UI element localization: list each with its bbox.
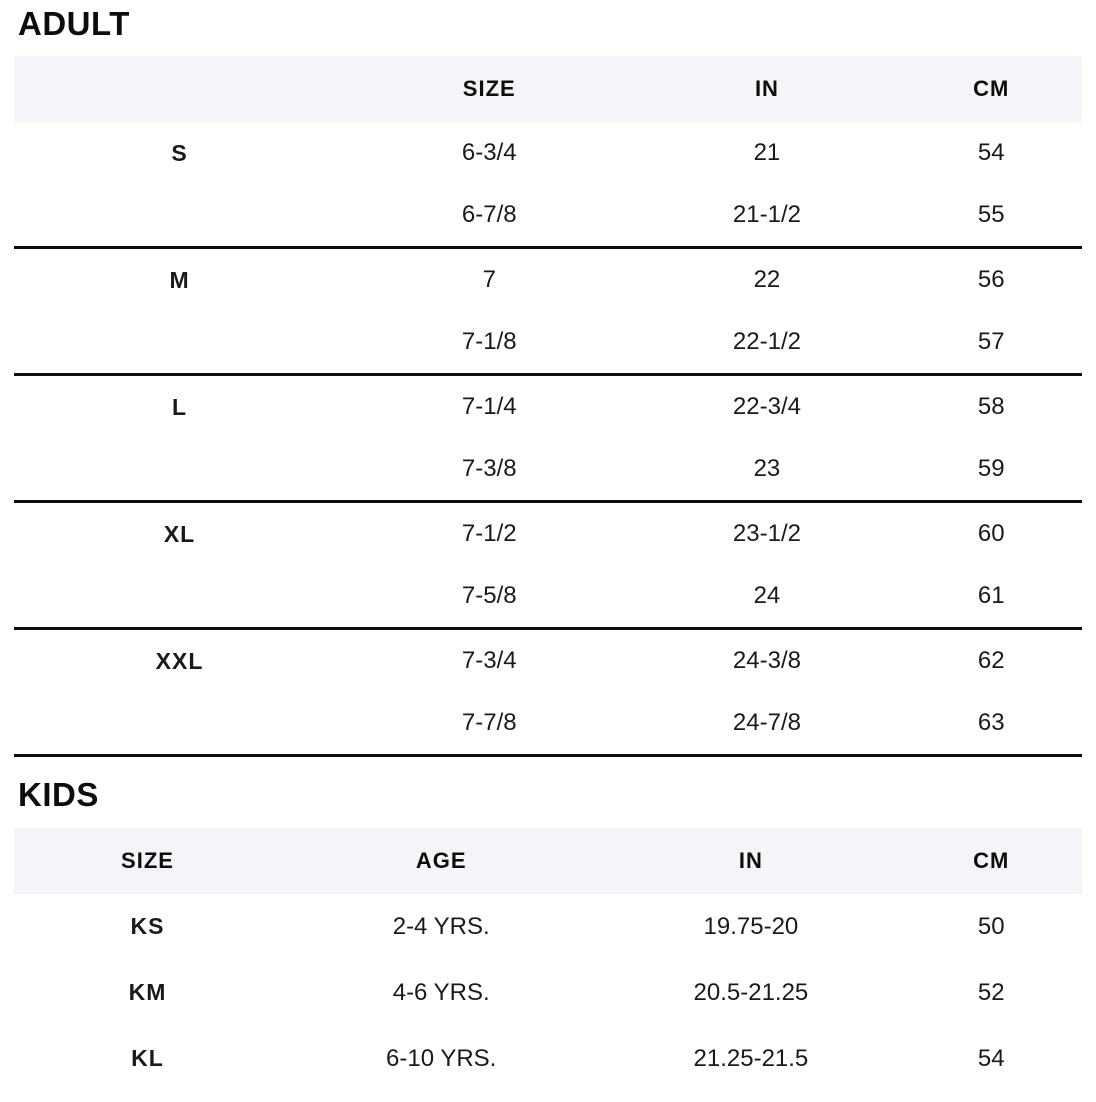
adult-row-size: 6-3/4 xyxy=(461,139,517,167)
adult-header-blank xyxy=(14,56,345,122)
kids-row-in: 20.5-21.25 xyxy=(693,978,809,1006)
table-row xyxy=(14,960,1082,1026)
kids-row-age: 6-10 YRS. xyxy=(386,1044,497,1072)
adult-row-cm: 59 xyxy=(977,455,1005,483)
adult-header-row xyxy=(14,56,1082,122)
kids-row-in: 19.75-20 xyxy=(703,912,799,940)
adult-row-in: 24-7/8 xyxy=(633,692,900,756)
kids-header-cm: CM xyxy=(900,828,1082,894)
adult-row-label xyxy=(14,565,345,629)
kids-row-size: KS xyxy=(130,913,165,940)
table-row xyxy=(14,1026,1082,1092)
adult-row-cm: 54 xyxy=(977,139,1005,167)
table-row xyxy=(14,184,1082,248)
kids-header-in: IN xyxy=(601,828,900,894)
adult-header-in: IN xyxy=(633,56,900,122)
adult-section-title: ADULT xyxy=(18,5,130,42)
kids-row-age: 2-4 YRS. xyxy=(392,912,490,940)
adult-row-label: S xyxy=(171,139,188,166)
table-row xyxy=(14,692,1082,756)
adult-row-size: 7-1/2 xyxy=(345,502,633,566)
adult-row-label: XL xyxy=(14,502,345,566)
adult-row-cm: 57 xyxy=(977,328,1005,356)
kids-row-cm: 54 xyxy=(977,1044,1005,1072)
adult-row-cm: 63 xyxy=(900,692,1082,756)
table-row xyxy=(14,502,1082,566)
adult-row-size: 7-1/4 xyxy=(345,375,633,439)
adult-row-size: 7-3/8 xyxy=(461,455,517,483)
adult-row-cm: 56 xyxy=(900,248,1082,312)
kids-row-in: 21.25-21.5 xyxy=(693,1044,809,1072)
table-row xyxy=(14,894,1082,960)
adult-row-label: M xyxy=(14,248,345,312)
adult-row-label: XXL xyxy=(14,629,345,693)
kids-header-age: AGE xyxy=(281,828,601,894)
kids-table-head xyxy=(14,828,1082,894)
table-row xyxy=(14,248,1082,312)
table-row xyxy=(14,375,1082,439)
kids-size-table xyxy=(14,828,1082,1092)
table-row xyxy=(14,122,1082,184)
adult-row-size: 7-1/8 xyxy=(461,328,517,356)
table-row xyxy=(14,565,1082,629)
kids-row-size: KM xyxy=(128,979,167,1006)
kids-row-age: 4-6 YRS. xyxy=(392,978,490,1006)
adult-row-size: 7-5/8 xyxy=(461,582,517,610)
adult-row-in: 23-1/2 xyxy=(633,502,900,566)
kids-table-body xyxy=(14,894,1082,1092)
adult-row-cm: 55 xyxy=(977,201,1005,229)
adult-row-size: 7-7/8 xyxy=(345,692,633,756)
kids-row-size: KL xyxy=(131,1045,164,1072)
adult-row-label xyxy=(14,184,345,248)
kids-header-row xyxy=(14,828,1082,894)
adult-row-size: 7 xyxy=(345,248,633,312)
adult-row-in: 21-1/2 xyxy=(732,201,801,229)
adult-size-table xyxy=(14,56,1082,757)
adult-row-in: 22-3/4 xyxy=(633,375,900,439)
adult-row-size: 6-7/8 xyxy=(461,201,517,229)
adult-row-in: 24 xyxy=(753,582,781,610)
adult-row-label: L xyxy=(14,375,345,439)
table-row xyxy=(14,311,1082,375)
adult-row-size: 7-3/4 xyxy=(345,629,633,693)
adult-row-label xyxy=(14,311,345,375)
table-row xyxy=(14,629,1082,693)
adult-row-label xyxy=(14,438,345,502)
adult-row-in: 24-3/8 xyxy=(633,629,900,693)
adult-header-cm: CM xyxy=(900,56,1082,122)
adult-row-cm: 60 xyxy=(900,502,1082,566)
kids-header-size: SIZE xyxy=(14,828,281,894)
adult-row-in: 22 xyxy=(633,248,900,312)
size-chart-page xyxy=(0,6,1096,1092)
adult-table-body xyxy=(14,122,1082,756)
adult-table-head xyxy=(14,56,1082,122)
adult-row-cm: 62 xyxy=(900,629,1082,693)
table-row xyxy=(14,438,1082,502)
kids-section-title: KIDS xyxy=(18,776,99,814)
adult-row-cm: 58 xyxy=(900,375,1082,439)
adult-row-in: 21 xyxy=(753,139,781,167)
kids-row-cm: 50 xyxy=(977,912,1005,940)
adult-row-label xyxy=(14,692,345,756)
adult-row-cm: 61 xyxy=(977,582,1005,610)
kids-row-cm: 52 xyxy=(977,978,1005,1006)
adult-row-in: 22-1/2 xyxy=(732,328,801,356)
adult-header-size: SIZE xyxy=(345,56,633,122)
adult-row-in: 23 xyxy=(753,455,781,483)
